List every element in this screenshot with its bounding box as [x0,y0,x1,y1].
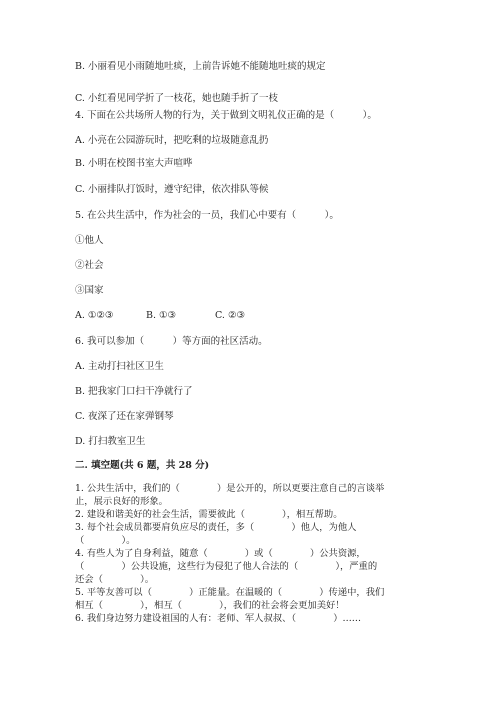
q6-stem: 6. 我可以参加（ ）等方面的社区活动。 [75,336,268,347]
q5-option-a: A. ①②③ [75,310,114,321]
q5-item-2: ②社会 [75,260,104,271]
q5-stem: 5. 在公共生活中，作为社会的一员，我们心中要有（ ）。 [75,210,339,221]
q4-stem: 4. 下面在公共场所人物的行为，关于做到文明礼仪正确的是（ ）。 [75,110,377,121]
blank-q3-line2: （ ）。 [75,535,136,546]
q6-option-b: B. 把我家门口扫干净就行了 [75,386,193,397]
blank-q1-line1: 1. 公共生活中，我们的（ ）是公开的，所以更要注意自己的言谈举 [75,483,385,494]
q5-option-c: C. ②③ [215,310,246,321]
blank-q6: 6. 我们身边努力建设祖国的人有：老师、军人叔叔、（ ）…… [75,613,362,624]
blank-q4-line2: （ ）公共设施，这些行为侵犯了他人合法的（ ），严重的 [75,561,378,572]
q5-item-1: ①他人 [75,235,104,246]
q3-option-c: C. 小红看见同学折了一枝花，她也随手折了一枝 [75,93,278,104]
q3-option-b: B. 小丽看见小雨随地吐痰，上前告诉她不能随地吐痰的规定 [75,61,326,72]
q5-option-b: B. ①③ [146,310,177,321]
q6-option-a: A. 主动打扫社区卫生 [75,361,164,372]
q6-option-c: C. 夜深了还在家弹钢琴 [75,411,174,422]
blank-q4-line3: 还会（ ）。 [75,574,155,585]
section-heading: 二. 填空题(共 6 题，共 28 分) [75,460,210,471]
q4-option-c: C. 小丽排队打饭时，遵守纪律，依次排队等候 [75,184,269,195]
q5-item-3: ③国家 [75,285,104,296]
blank-q4-line1: 4. 有些人为了自身利益，随意（ ）或（ ）公共资源， [75,548,366,559]
q6-option-d: D. 打扫教室卫生 [75,436,146,447]
q4-option-a: A. 小亮在公园游玩时，把吃剩的垃圾随意乱扔 [75,135,269,146]
q4-option-b: B. 小明在校图书室大声喧哗 [75,158,193,169]
blank-q2: 2. 建设和谐美好的社会生活，需要彼此（ ），相互帮助。 [75,509,343,520]
blank-q5-line2: 相互（ ），相互（ ），我们的社会将会更加美好！ [75,600,345,611]
blank-q1-line2: 止，展示良好的形象。 [75,496,168,507]
blank-q5-line1: 5. 平等友善可以（ ）正能量。在温暖的（ ）传递中，我们 [75,587,385,598]
blank-q3-line1: 3. 每个社会成员都要肩负应尽的责任，多（ ）他人，为他人 [75,522,357,533]
